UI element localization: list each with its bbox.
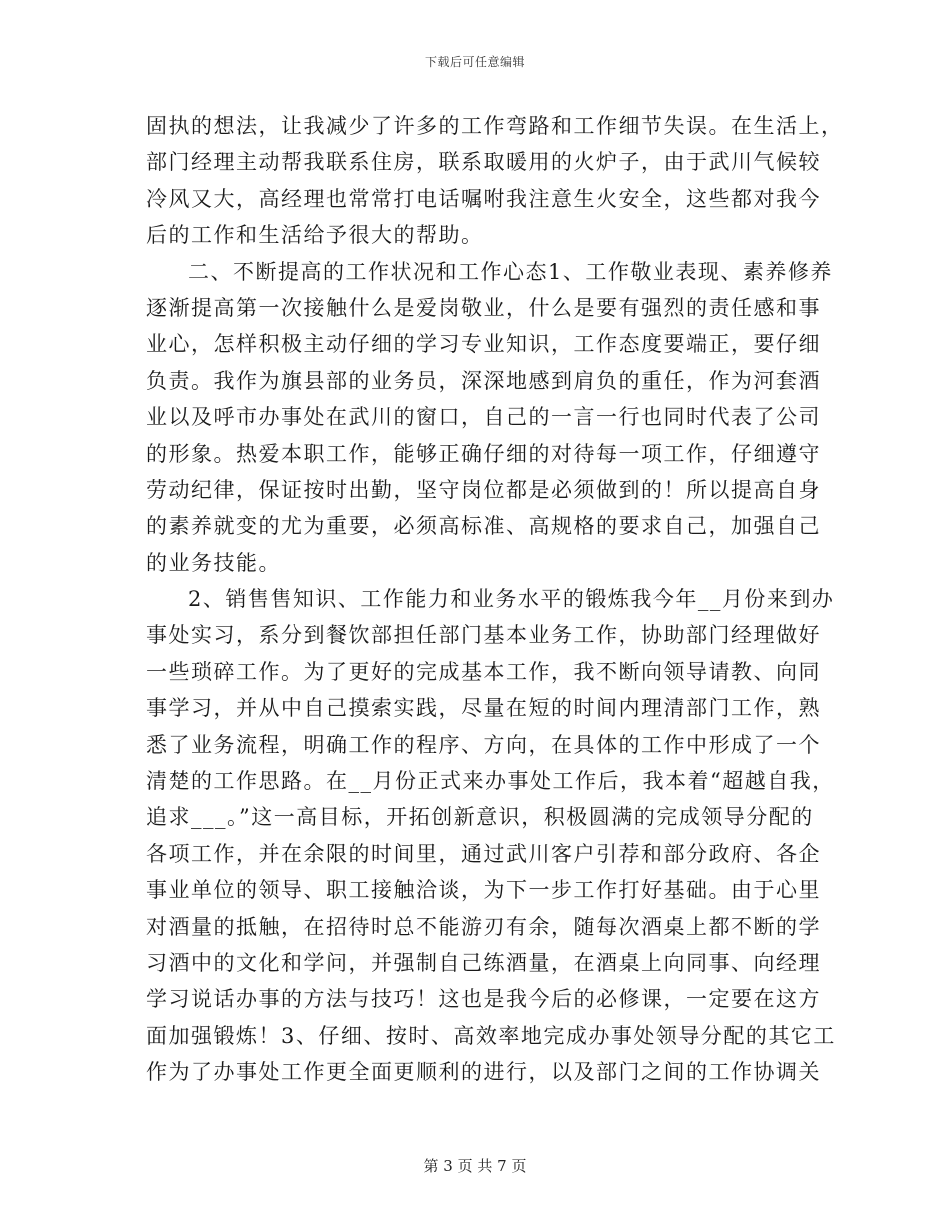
text-line: 事业单位的领导、职工接触洽谈，为下一步工作打好基础。由于心里 [146, 878, 821, 903]
text-line: 习酒中的文化和学问，并强制自己练酒量，在酒桌上向同事、向经理 [146, 950, 821, 975]
text-line: 的素养就变的尤为重要，必须高标准、高规格的要求自己，加强自己 [146, 514, 821, 539]
text-line: 各项工作，并在余限的时间里，通过武川客户引荐和部分政府、各企 [146, 841, 821, 866]
text-line: 负责。我作为旗县部的业务员，深深地感到肩负的重任，作为河套酒 [146, 368, 821, 393]
text-line: 业以及呼市办事处在武川的窗口，自己的一言一行也同时代表了公司 [146, 405, 821, 430]
text-line: 事处实习，系分到餐饮部担任部门基本业务工作，协助部门经理做好 [146, 623, 821, 648]
page-number-footer: 第 3 页 共 7 页 [423, 1157, 527, 1175]
text-line: 后的工作和生活给予很大的帮助。 [146, 223, 484, 248]
text-line: 业心，怎样积极主动仔细的学习专业知识，工作态度要端正，要仔细 [146, 332, 821, 357]
page-header: 下载后可任意编辑 [424, 55, 525, 69]
text-line: 冷风又大，高经理也常常打电话嘱咐我注意生火安全，这些都对我今 [146, 186, 821, 211]
text-line: 悉了业务流程，明确工作的程序、方向，在具体的工作中形成了一个 [146, 732, 821, 757]
paragraph-first-line: 2、销售售知识、工作能力和业务水平的锻炼我今年__月份来到办 [188, 587, 835, 612]
text-line: 面加强锻炼！3、仔细、按时、高效率地完成办事处领导分配的其它工 [146, 1023, 836, 1048]
text-line: 一些琐碎工作。为了更好的完成基本工作，我不断向领导请教、向同 [146, 659, 821, 684]
text-line: 部门经理主动帮我联系住房，联系取暖用的火炉子，由于武川气候较 [146, 150, 821, 175]
document-body [146, 108, 844, 1091]
text-line: 作为了办事处工作更全面更顺利的进行，以及部门之间的工作协调关 [146, 1060, 821, 1085]
text-line: 清楚的工作思路。在__月份正式来办事处工作后，我本着“超越自我， [146, 769, 835, 794]
text-line: 追求___。”这一高目标，开拓创新意识，积极圆满的完成领导分配的 [146, 805, 814, 830]
paragraph-first-line: 二、不断提高的工作状况和工作心态1、工作敬业表现、素养修养 [188, 259, 833, 284]
text-line: 对酒量的抵触，在招待时总不能游刃有余，随每次酒桌上都不断的学 [146, 914, 821, 939]
text-line: 劳动纪律，保证按时出勤，坚守岗位都是必须做到的！所以提高自身 [146, 477, 821, 502]
text-line: 逐渐提高第一次接触什么是爱岗敬业，什么是要有强烈的责任感和事 [146, 295, 821, 320]
text-line: 固执的想法，让我减少了许多的工作弯路和工作细节失误。在生活上， [146, 114, 844, 138]
text-line: 学习说话办事的方法与技巧！这也是我今后的必修课，一定要在这方 [146, 987, 821, 1012]
text-line: 事学习，并从中自己摸索实践，尽量在短的时间内理清部门工作，熟 [146, 696, 821, 721]
text-line: 的业务技能。 [146, 550, 281, 575]
text-line: 的形象。热爱本职工作，能够正确仔细的对待每一项工作，仔细遵守 [146, 441, 821, 466]
